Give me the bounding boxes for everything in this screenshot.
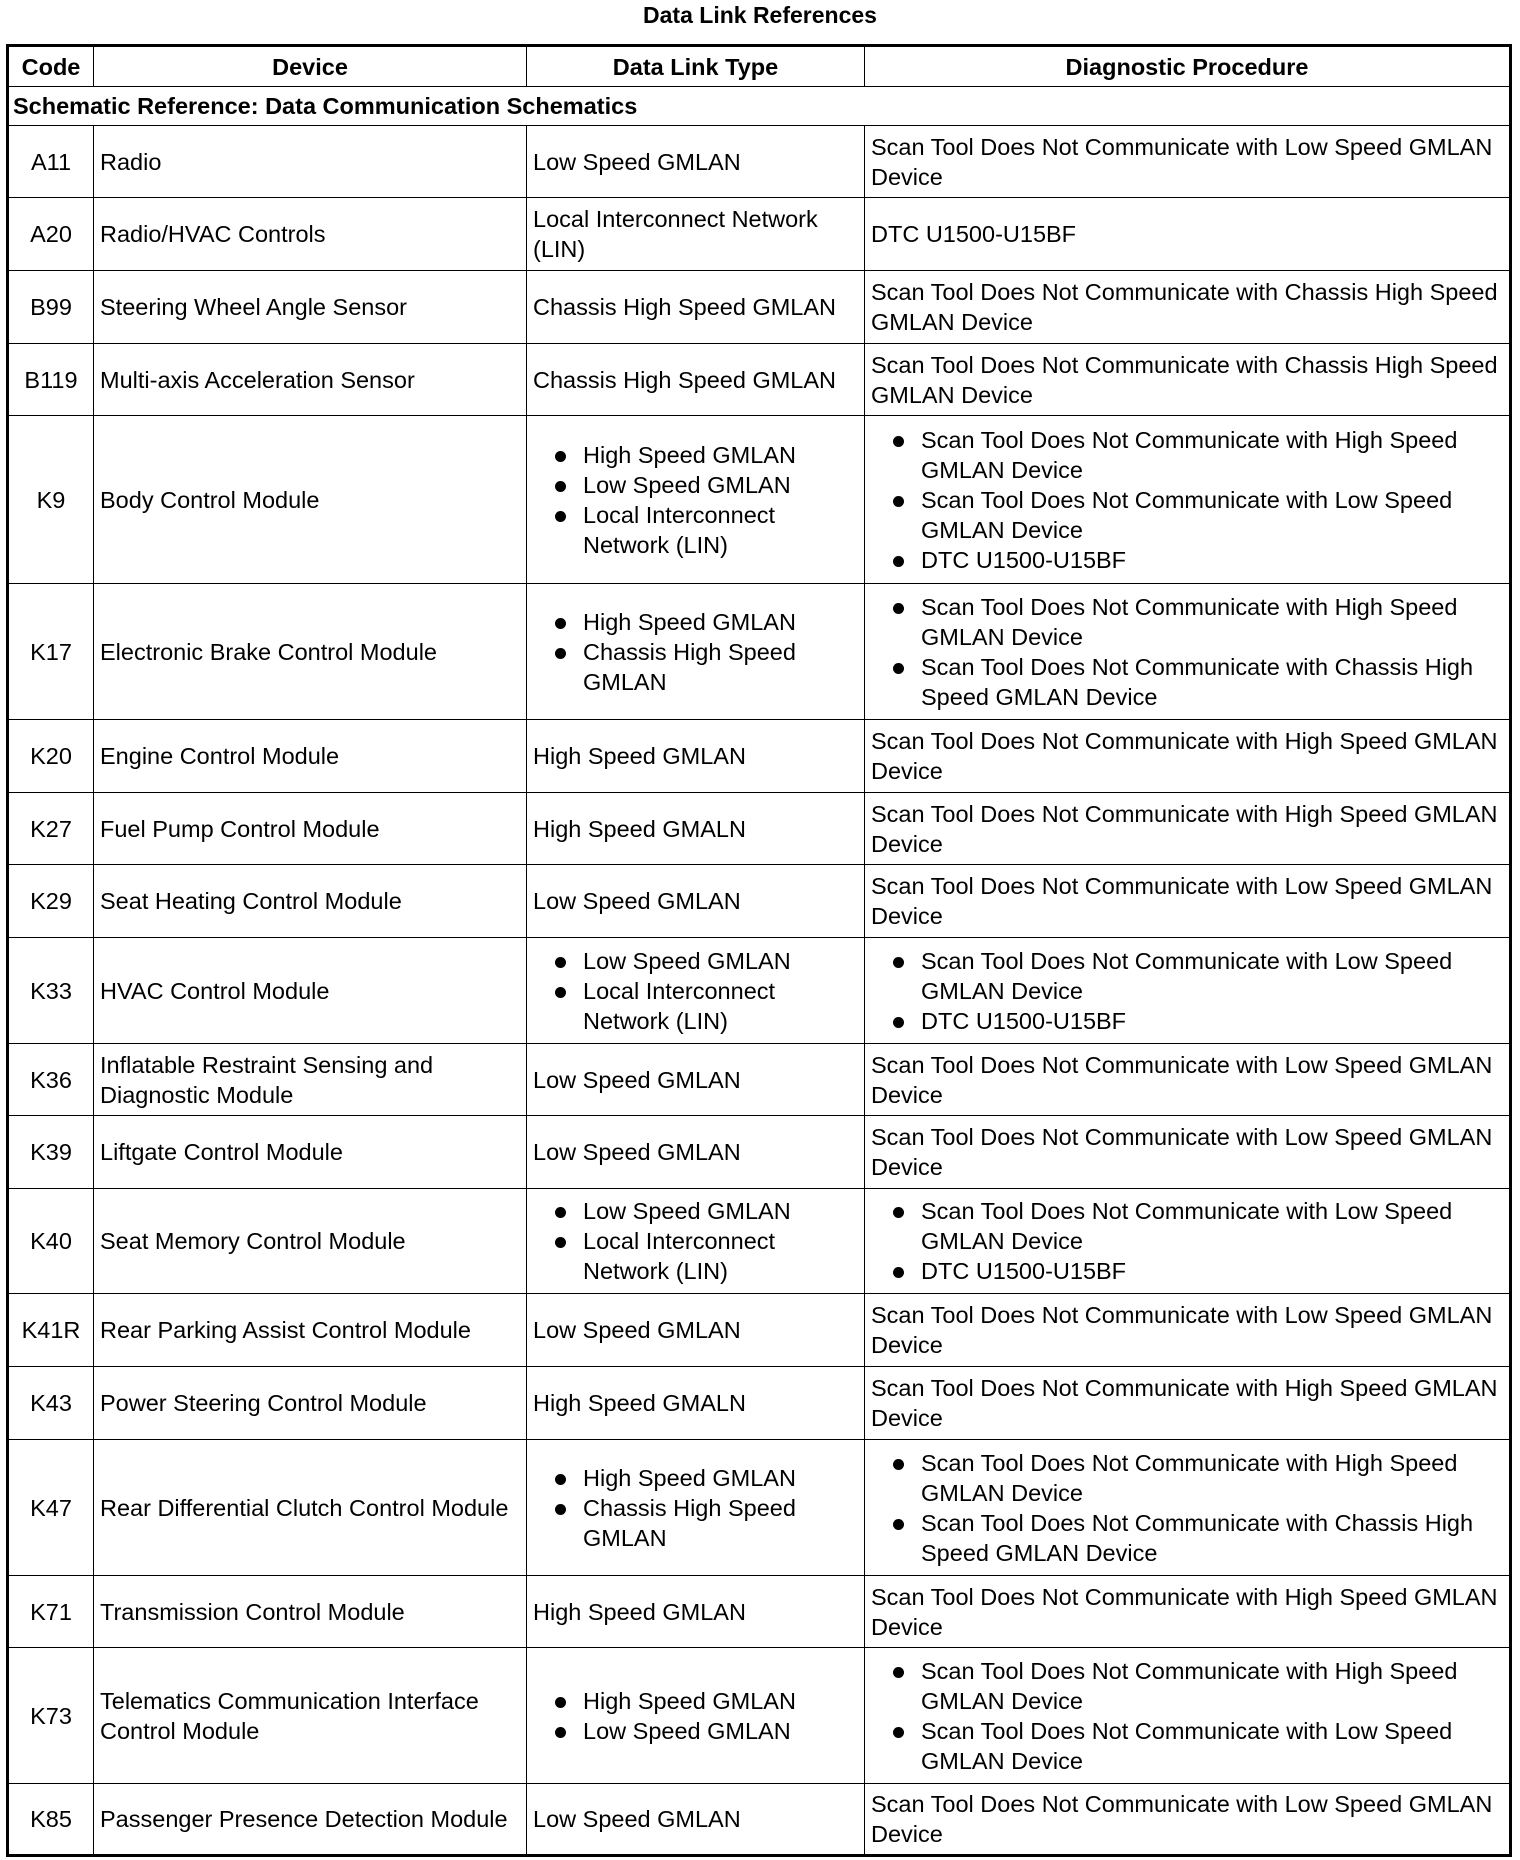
- diagnostic-procedure-cell: Scan Tool Does Not Communicate with Low Speed GMLAN Device: [865, 1116, 1511, 1189]
- bullet-item: Scan Tool Does Not Communicate with Chassis High Speed GMLAN Device: [871, 1508, 1503, 1568]
- bullet-list: [871, 946, 1503, 1036]
- table-row: [8, 1576, 1511, 1648]
- data-link-type-cell: High Speed GMALN: [527, 1367, 865, 1440]
- code-cell: K29: [8, 865, 94, 938]
- bullet-item: Local Interconnect Network (LIN): [533, 1226, 858, 1286]
- diagnostic-procedure-cell: Scan Tool Does Not Communicate with High Speed GMLAN Device: [865, 793, 1511, 865]
- table-row: [8, 1294, 1511, 1367]
- code-cell: K20: [8, 720, 94, 793]
- bullet-item: Low Speed GMLAN: [533, 1716, 858, 1746]
- bullet-item: Scan Tool Does Not Communicate with Low Speed GMLAN Device: [871, 1716, 1503, 1776]
- table-row: [8, 1116, 1511, 1189]
- table-row: [8, 1440, 1511, 1576]
- bullet-item: Low Speed GMLAN: [533, 1196, 858, 1226]
- diagnostic-procedure-cell: Scan Tool Does Not Communicate with Chassis High Speed GMLAN Device: [865, 271, 1511, 344]
- diagnostic-procedure-cell: [865, 1189, 1511, 1294]
- data-link-type-cell: Chassis High Speed GMLAN: [527, 271, 865, 344]
- bullet-item: Scan Tool Does Not Communicate with High Speed GMLAN Device: [871, 592, 1503, 652]
- device-cell: HVAC Control Module: [94, 938, 527, 1044]
- device-cell: Inflatable Restraint Sensing and Diagnostic Module: [94, 1044, 527, 1116]
- bullet-list: [533, 946, 858, 1036]
- data-link-type-cell: Low Speed GMLAN: [527, 1116, 865, 1189]
- device-cell: Multi-axis Acceleration Sensor: [94, 344, 527, 416]
- bullet-list: [533, 1196, 858, 1286]
- bullet-item: Scan Tool Does Not Communicate with Low Speed GMLAN Device: [871, 946, 1503, 1006]
- bullet-list: [533, 440, 858, 560]
- bullet-item: Scan Tool Does Not Communicate with Chassis High Speed GMLAN Device: [871, 652, 1503, 712]
- table-row: [8, 344, 1511, 416]
- table-row: [8, 720, 1511, 793]
- table-row: [8, 865, 1511, 938]
- diagnostic-procedure-cell: [865, 416, 1511, 584]
- header-code: Code: [8, 46, 94, 87]
- code-cell: K27: [8, 793, 94, 865]
- data-link-type-cell: Low Speed GMLAN: [527, 126, 865, 198]
- bullet-item: Scan Tool Does Not Communicate with Low Speed GMLAN Device: [871, 485, 1503, 545]
- header-data-link-type: Data Link Type: [527, 46, 865, 87]
- diagnostic-procedure-cell: Scan Tool Does Not Communicate with Low Speed GMLAN Device: [865, 1784, 1511, 1856]
- device-cell: Steering Wheel Angle Sensor: [94, 271, 527, 344]
- bullet-item: High Speed GMLAN: [533, 1686, 858, 1716]
- data-link-type-cell: [527, 416, 865, 584]
- device-cell: Seat Heating Control Module: [94, 865, 527, 938]
- code-cell: K85: [8, 1784, 94, 1856]
- diagnostic-procedure-cell: [865, 938, 1511, 1044]
- bullet-list: [533, 607, 858, 697]
- bullet-item: DTC U1500-U15BF: [871, 1006, 1503, 1036]
- bullet-list: [533, 1686, 858, 1746]
- diagnostic-procedure-cell: Scan Tool Does Not Communicate with Chassis High Speed GMLAN Device: [865, 344, 1511, 416]
- device-cell: Seat Memory Control Module: [94, 1189, 527, 1294]
- device-cell: Engine Control Module: [94, 720, 527, 793]
- table-row: [8, 793, 1511, 865]
- bullet-list: [871, 425, 1503, 575]
- diagnostic-procedure-cell: Scan Tool Does Not Communicate with High Speed GMLAN Device: [865, 1576, 1511, 1648]
- table-row: [8, 938, 1511, 1044]
- bullet-item: Scan Tool Does Not Communicate with High Speed GMLAN Device: [871, 425, 1503, 485]
- code-cell: K43: [8, 1367, 94, 1440]
- table-row: [8, 198, 1511, 271]
- device-cell: Passenger Presence Detection Module: [94, 1784, 527, 1856]
- device-cell: Radio: [94, 126, 527, 198]
- diagnostic-procedure-cell: Scan Tool Does Not Communicate with Low Speed GMLAN Device: [865, 126, 1511, 198]
- data-link-type-cell: Low Speed GMLAN: [527, 1784, 865, 1856]
- device-cell: Body Control Module: [94, 416, 527, 584]
- page-title: Data Link References: [643, 2, 877, 28]
- table-row: [8, 1044, 1511, 1116]
- table-row: [8, 126, 1511, 198]
- code-cell: K40: [8, 1189, 94, 1294]
- diagnostic-procedure-cell: Scan Tool Does Not Communicate with Low Speed GMLAN Device: [865, 1044, 1511, 1116]
- table-row: [8, 1784, 1511, 1856]
- data-link-type-cell: High Speed GMLAN: [527, 1576, 865, 1648]
- code-cell: K39: [8, 1116, 94, 1189]
- bullet-item: High Speed GMLAN: [533, 440, 858, 470]
- code-cell: K71: [8, 1576, 94, 1648]
- bullet-item: Low Speed GMLAN: [533, 946, 858, 976]
- bullet-item: Local Interconnect Network (LIN): [533, 976, 858, 1036]
- code-cell: K33: [8, 938, 94, 1044]
- data-link-type-cell: High Speed GMLAN: [527, 720, 865, 793]
- bullet-item: Low Speed GMLAN: [533, 470, 858, 500]
- code-cell: A20: [8, 198, 94, 271]
- bullet-item: DTC U1500-U15BF: [871, 1256, 1503, 1286]
- diagnostic-procedure-cell: Scan Tool Does Not Communicate with Low Speed GMLAN Device: [865, 1294, 1511, 1367]
- data-link-type-cell: [527, 1440, 865, 1576]
- data-link-type-cell: Low Speed GMLAN: [527, 1294, 865, 1367]
- bullet-item: Local Interconnect Network (LIN): [533, 500, 858, 560]
- data-link-type-cell: Low Speed GMLAN: [527, 1044, 865, 1116]
- code-cell: K9: [8, 416, 94, 584]
- schematic-reference: Schematic Reference: Data Communication Schematics: [8, 87, 1511, 126]
- device-cell: Rear Differential Clutch Control Module: [94, 1440, 527, 1576]
- table-row: [8, 1367, 1511, 1440]
- code-cell: K73: [8, 1648, 94, 1784]
- device-cell: Liftgate Control Module: [94, 1116, 527, 1189]
- diagnostic-procedure-cell: Scan Tool Does Not Communicate with High Speed GMLAN Device: [865, 1367, 1511, 1440]
- data-link-table: [6, 44, 1512, 1857]
- device-cell: Telematics Communication Interface Control Module: [94, 1648, 527, 1784]
- code-cell: K36: [8, 1044, 94, 1116]
- bullet-item: Scan Tool Does Not Communicate with High Speed GMLAN Device: [871, 1656, 1503, 1716]
- table-row: [8, 1648, 1511, 1784]
- code-cell: B99: [8, 271, 94, 344]
- diagnostic-procedure-cell: Scan Tool Does Not Communicate with Low Speed GMLAN Device: [865, 865, 1511, 938]
- table-row: [8, 416, 1511, 584]
- code-cell: A11: [8, 126, 94, 198]
- header-row: [8, 46, 1511, 87]
- bullet-item: Chassis High Speed GMLAN: [533, 637, 858, 697]
- diagnostic-procedure-cell: [865, 1440, 1511, 1576]
- bullet-item: Scan Tool Does Not Communicate with Low Speed GMLAN Device: [871, 1196, 1503, 1256]
- data-link-type-cell: Local Interconnect Network (LIN): [527, 198, 865, 271]
- data-link-type-cell: High Speed GMALN: [527, 793, 865, 865]
- device-cell: Fuel Pump Control Module: [94, 793, 527, 865]
- diagnostic-procedure-cell: [865, 1648, 1511, 1784]
- bullet-list: [871, 592, 1503, 712]
- table-row: [8, 271, 1511, 344]
- device-cell: Rear Parking Assist Control Module: [94, 1294, 527, 1367]
- section-row: [8, 87, 1511, 126]
- device-cell: Radio/HVAC Controls: [94, 198, 527, 271]
- diagnostic-procedure-cell: [865, 584, 1511, 720]
- data-link-type-cell: [527, 1189, 865, 1294]
- header-device: Device: [94, 46, 527, 87]
- code-cell: B119: [8, 344, 94, 416]
- device-cell: Electronic Brake Control Module: [94, 584, 527, 720]
- bullet-item: High Speed GMLAN: [533, 1463, 858, 1493]
- device-cell: Transmission Control Module: [94, 1576, 527, 1648]
- bullet-item: Scan Tool Does Not Communicate with High Speed GMLAN Device: [871, 1448, 1503, 1508]
- data-link-type-cell: Chassis High Speed GMLAN: [527, 344, 865, 416]
- bullet-list: [533, 1463, 858, 1553]
- table-row: [8, 584, 1511, 720]
- bullet-list: [871, 1656, 1503, 1776]
- data-link-type-cell: [527, 1648, 865, 1784]
- header-diagnostic-procedure: Diagnostic Procedure: [865, 46, 1511, 87]
- bullet-list: [871, 1448, 1503, 1568]
- bullet-list: [871, 1196, 1503, 1286]
- bullet-item: DTC U1500-U15BF: [871, 545, 1503, 575]
- data-link-type-cell: [527, 584, 865, 720]
- bullet-item: High Speed GMLAN: [533, 607, 858, 637]
- table-row: [8, 1189, 1511, 1294]
- diagnostic-procedure-cell: DTC U1500-U15BF: [865, 198, 1511, 271]
- code-cell: K17: [8, 584, 94, 720]
- data-link-type-cell: Low Speed GMLAN: [527, 865, 865, 938]
- device-cell: Power Steering Control Module: [94, 1367, 527, 1440]
- code-cell: K47: [8, 1440, 94, 1576]
- diagnostic-procedure-cell: Scan Tool Does Not Communicate with High Speed GMLAN Device: [865, 720, 1511, 793]
- code-cell: K41R: [8, 1294, 94, 1367]
- bullet-item: Chassis High Speed GMLAN: [533, 1493, 858, 1553]
- data-link-type-cell: [527, 938, 865, 1044]
